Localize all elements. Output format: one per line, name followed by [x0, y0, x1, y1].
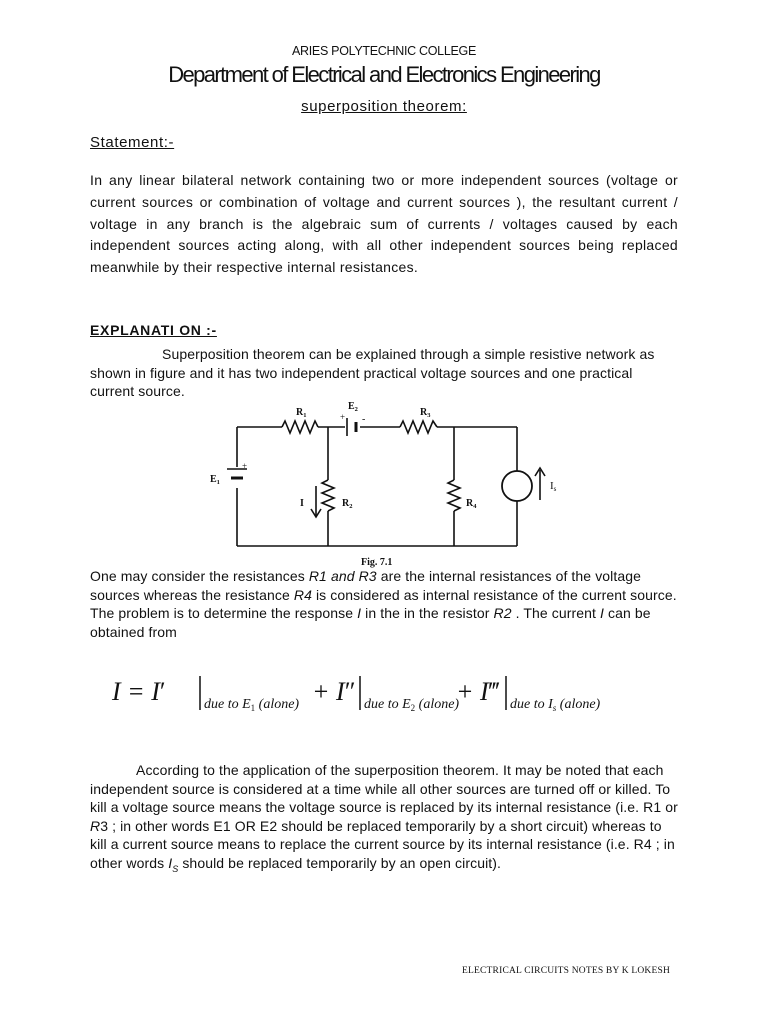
- resistor-r4-symbol: [448, 480, 460, 511]
- label-r2: $R_2$: [342, 498, 353, 510]
- battery-e2-symbol: [347, 418, 356, 436]
- application-text: According to the application of the superposition theorem. It may be noted that each independent source is considered at a time while all other sources are turned off or killed. To kill a voltage source means the voltage source is replaced by its internal resistance (i.e. R1 or R3 ; in other words E1 OR E2 should be replaced temporarily by a short circuit) whereas to kill a current source means to replace the current source by its internal resistance (i.e. R4 ; in other words $I_S$ should be replaced temporarily by an open circuit).: [90, 762, 678, 874]
- circuit-wires: [237, 421, 517, 546]
- label-r3: $R_3$: [420, 407, 431, 419]
- equation-lhs: I = I′: [112, 677, 166, 706]
- superposition-equation: [108, 672, 628, 718]
- label-e2-plus: +: [340, 412, 346, 422]
- resistor-r1-symbol: [282, 421, 318, 433]
- label-e1: $E_1$: [210, 474, 220, 486]
- footer-text: ELECTRICAL CIRCUITS NOTES BY K LOKESH: [462, 966, 671, 976]
- label-e2-minus: -: [362, 414, 366, 425]
- explanation-text: [90, 345, 680, 401]
- figure-caption: Fig. 7.1: [361, 557, 393, 568]
- label-r1: $R_1$: [296, 407, 307, 419]
- label-e2: $E_2$: [348, 401, 358, 413]
- equation-term-e1: due to $E_1$ (alone): [204, 697, 300, 713]
- label-r4: $R_4$: [466, 498, 477, 510]
- explanation-body: Superposition theorem can be explained through a simple resistive network as shown in figure and it has two independent practical voltage sources and one practical current source.: [90, 346, 655, 399]
- statement-heading: Statement:-: [90, 134, 175, 151]
- resistor-r3-symbol: [400, 421, 437, 433]
- resistor-r2-symbol: [322, 480, 334, 511]
- after-figure-text: One may consider the resistances R1 and R3 are the internal resistances of the voltage sources whereas the resistance R4 is considered as internal resistance of the current source. The problem is to determine the response I in the in the resistor R2 . The current I can be obtained from: [90, 568, 677, 640]
- label-e1-plus: +: [242, 461, 248, 471]
- circuit-diagram: [200, 394, 560, 570]
- current-source-symbol: [502, 471, 532, 501]
- explanation-heading: EXPLANATI ON :-: [90, 322, 217, 338]
- statement-text: In any linear bilateral network containing two or more independent sources (voltage or current sources or combination of voltage and current sources ), the resultant current / voltage in any branch is the algebraic sum of currents / voltages caused by each independent sources acting along, with all other independent sources being replaced meanwhile by their respective internal resistances.: [90, 172, 678, 276]
- equation-term-e2: due to $E_2$ (alone): [364, 697, 460, 713]
- equation-i-double-prime: + I″: [312, 677, 356, 706]
- label-is: Is: [550, 480, 557, 493]
- equation-i-triple-prime: + I‴: [456, 677, 500, 706]
- topic-title: superposition theorem:: [301, 98, 467, 115]
- label-current-i: I: [300, 498, 304, 509]
- college-name: ARIES POLYTECHNIC COLLEGE: [292, 44, 476, 58]
- current-arrows: [311, 468, 545, 517]
- department-title: Department of Electrical and Electronics Engineering: [168, 62, 600, 87]
- equation-term-is: due to $I_s$ (alone): [510, 697, 601, 713]
